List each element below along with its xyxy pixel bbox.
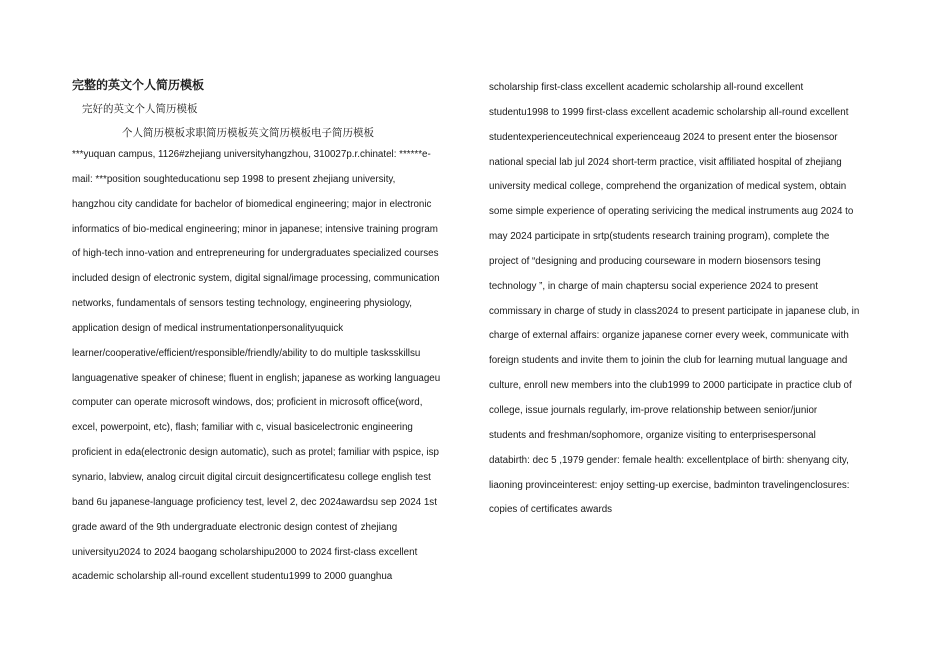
body-line: studentexperienceutechnical experienceaug 2024 to present enter the biosensor: [489, 131, 838, 143]
body-line: of high-tech inno-vation and entrepreneuring for undergraduates specialized courses: [72, 248, 439, 260]
body-line: networks, fundamentals of sensors testing technology, engineering physiology,: [72, 298, 413, 310]
document-subtitle: 完好的英文个人简历模板: [82, 103, 198, 115]
body-line: foreign students and invite them to joinin the club for learning mutual language and: [489, 355, 848, 367]
body-line: application design of medical instrumentationpersonalityuquick: [72, 322, 344, 334]
left-column: [72, 76, 467, 590]
body-line: charge of external affairs: organize japanese corner every week, communicate with: [489, 330, 849, 342]
body-line: universityu2024 to 2024 baogang scholarshipu2000 to 2024 first-class excellent: [72, 546, 418, 558]
document-keywords: 个人简历模板求职简历模板英文简历模板电子简历模板: [122, 127, 374, 139]
body-line: computer can operate microsoft windows, dos; proficient in microsoft office(word,: [72, 397, 423, 409]
body-line: may 2024 participate in srtp(students research training program), complete the: [489, 231, 830, 243]
body-line: ***yuquan campus, 1126#zhejiang universityhangzhou, 310027p.r.chinatel: ******e-: [72, 149, 431, 160]
body-line: culture, enroll new members into the club1999 to 2000 participate in practice club of: [489, 380, 852, 392]
document-title: 完整的英文个人简历模板: [72, 78, 205, 92]
body-line: band 6u japanese-language proficiency test, level 2, dec 2024awardsu sep 2024 1st: [72, 496, 437, 508]
body-line: liaoning provinceinterest: enjoy setting-up exercise, badminton travelingenclosures:: [489, 479, 850, 491]
body-line: mail: ***position soughteducationu sep 1998 to present zhejiang university,: [72, 173, 396, 185]
body-line: languagenative speaker of chinese; fluent in english; japanese as working languageu: [72, 372, 441, 384]
body-line: studentu1998 to 1999 first-class excellent academic scholarship all-round excellent: [489, 106, 849, 118]
right-column: [489, 76, 881, 523]
body-line: proficient in eda(electronic design automatic), such as protel; familiar with pspice, isp: [72, 447, 440, 459]
body-line: databirth: dec 5 ,1979 gender: female health: excellentplace of birth: shenyang city,: [489, 454, 849, 466]
body-line: college, issue journals regularly, im-prove relationship between senior/junior: [489, 404, 818, 416]
body-line: informatics of bio-medical engineering; minor in japanese; intensive training program: [72, 223, 438, 235]
body-line: synario, labview, analog circuit digital circuit designcertificatesu college english test: [72, 471, 431, 483]
body-line: included design of electronic system, digital signal/image processing, communication: [72, 273, 440, 285]
body-line: technology ”, in charge of main chaptersu social experience 2024 to present: [489, 280, 818, 292]
body-line: commissary in charge of study in class2024 to present participate in japanese club, in: [489, 305, 860, 317]
body-line: academic scholarship all-round excellent studentu1999 to 2000 guanghua: [72, 571, 393, 583]
body-line: learner/cooperative/efficient/responsible/friendly/ability to do multiple tasksskillsu: [72, 347, 421, 359]
body-line: students and freshman/sophomore, organize visiting to enterprisespersonal: [489, 429, 816, 441]
body-line: copies of certificates awards: [489, 504, 613, 516]
body-line: university medical college, comprehend the organization of medical system, obtain: [489, 181, 847, 193]
body-line: national special lab jul 2024 short-term practice, visit affiliated hospital of zhejiang: [489, 156, 842, 168]
body-line: grade award of the 9th undergraduate electronic design contest of zhejiang: [72, 521, 398, 533]
body-line: some simple experience of operating serivicing the medical instruments aug 2024 to: [489, 206, 854, 218]
body-line: project of “designing and producing courseware in modern biosensors tesing: [489, 255, 821, 267]
body-line: excel, powerpoint, etc), flash; familiar with c, visual basicelectronic engineering: [72, 422, 413, 434]
body-line: scholarship first-class excellent academic scholarship all-round excellent: [489, 82, 804, 93]
body-line: hangzhou city candidate for bachelor of biomedical engineering; major in electronic: [72, 198, 432, 210]
